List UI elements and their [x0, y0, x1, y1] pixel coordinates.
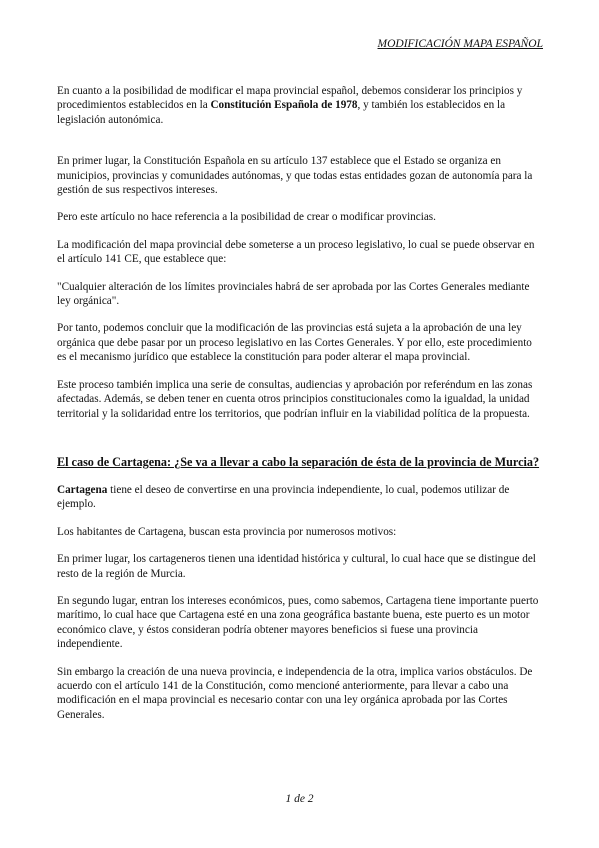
spacer [57, 434, 543, 454]
running-header: MODIFICACIÓN MAPA ESPAÑOL [377, 38, 543, 50]
section-heading-cartagena: El caso de Cartagena: ¿Se va a llevar a cabo la separación de ésta de la provincia de Murcia? [57, 454, 540, 469]
paragraph-motives: Los habitantes de Cartagena, buscan esta provincia por numerosos motivos: [57, 525, 397, 538]
paragraph-economic: En segundo lugar, entran los intereses económicos, pues, como sabemos, Cartagena tiene importante puerto marítimo, lo cual hace que Cartagena esté en una zona geográfica bastante buena, este puerto es un motor económico clave, y éstos consideran podría obtener mayores beneficios si fuese una provincia independiente. [57, 594, 539, 651]
cartagena-lead-paragraph [57, 483, 543, 512]
cartagena-lead-text: tiene el deseo de convertirse en una provincia independiente, lo cual, podemos utilizar de ejemplo. [57, 483, 510, 511]
spacer [57, 140, 543, 154]
quote-article-141: "Cualquier alteración de los límites provinciales habrá de ser aprobada por las Cortes Generales mediante ley orgánica". [57, 280, 530, 308]
paragraph-consultations: Este proceso también implica una serie de consultas, audiencias y aprobación por referéndum en las zonas afectadas. Además, se deben tener en cuenta otros principios constitucionales como la igualdad, la unidad territorial y la solidaridad entre los territorios, que podrían influir en la viabilidad política de la propuesta. [57, 378, 533, 420]
paragraph-identity: En primer lugar, los cartageneros tienen una identidad histórica y cultural, lo cual hace que se distingue del resto de la región de Murcia. [57, 553, 536, 580]
paragraph-article-137: En primer lugar, la Constitución Española en su artículo 137 establece que el Estado se organiza en municipios, provincias y comunidades autónomas, y que todas estas entidades gozan de autonomía para la gestión de sus respectivos intereses. [57, 155, 533, 197]
document-body [57, 84, 543, 735]
intro-paragraph [57, 84, 543, 127]
page-number: 1 de 2 [285, 793, 314, 805]
paragraph-no-reference: Pero este artículo no hace referencia a la posibilidad de crear o modificar provincias. [57, 211, 436, 224]
intro-text-end: , y también los establecidos en la legislación autonómica. [57, 99, 506, 126]
paragraph-legislative-process: La modificación del mapa provincial debe someterse a un proceso legislativo, lo cual se puede observar en el artículo 141 CE, que establece que: [57, 238, 535, 266]
cartagena-bold: Cartagena [57, 483, 108, 496]
paragraph-conclusion: Por tanto, podemos concluir que la modificación de las provincias está sujeta a la aprobación de una ley orgánica que debe pasar por un proceso legislativo en las Cortes Generales. Y por ello, este procedimiento es el mecanismo jurídico que establece la constitución para poder alterar el mapa provincial. [57, 322, 532, 364]
constitution-reference: Constitución Española de 1978 [210, 99, 358, 112]
paragraph-obstacles: Sin embargo la creación de una nueva provincia, e independencia de la otra, implica varios obstáculos. De acuerdo con el artículo 141 de la Constitución, como mencioné anteriormente, para llevar a cabo una modificación en el mapa provincial es necesario contar con una ley orgánica aprobada por las Cortes Generales. [57, 665, 533, 721]
intro-text-start: En cuanto a la posibilidad de modificar el mapa provincial español, debemos considerar los principios y procedimientos establecidos en la [57, 85, 523, 112]
